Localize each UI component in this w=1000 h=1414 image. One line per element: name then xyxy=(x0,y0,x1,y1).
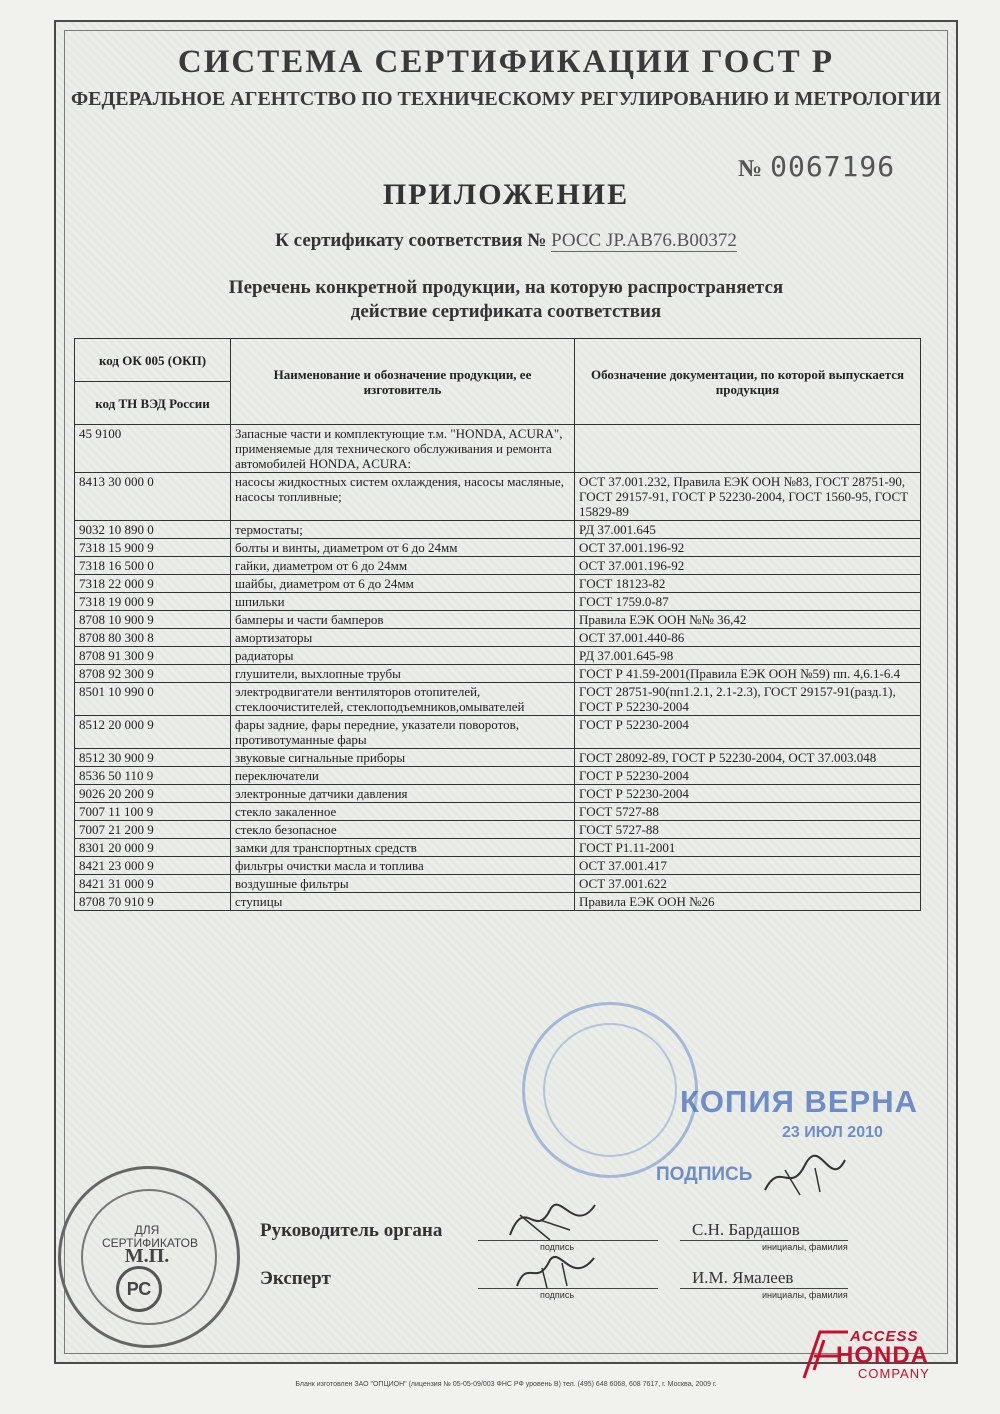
table-row xyxy=(75,557,921,575)
access-honda-logo xyxy=(800,1328,950,1388)
row-doc: ОСТ 37.001.622 xyxy=(575,875,921,893)
row-product: радиаторы xyxy=(231,647,575,665)
row-code: 8421 31 000 9 xyxy=(75,875,231,893)
head-label: Руководитель органа xyxy=(260,1220,443,1241)
row-code: 8708 70 910 9 xyxy=(75,893,231,911)
logo-line-3: COMPANY xyxy=(858,1366,930,1381)
row-doc: Правила ЕЭК ООН №№ 36,42 xyxy=(575,611,921,629)
table-row xyxy=(75,821,921,839)
row-doc: ГОСТ 28092-89, ГОСТ Р 52230-2004, ОСТ 37.003.048 xyxy=(575,749,921,767)
row-doc: ГОСТ 5727-88 xyxy=(575,803,921,821)
row-code: 45 9100 xyxy=(75,425,231,473)
row-product: болты и винты, диаметром от 6 до 24мм xyxy=(231,539,575,557)
agency-header: ФЕДЕРАЛЬНОЕ АГЕНТСТВО ПО ТЕХНИЧЕСКОМУ РЕГУЛИРОВАНИЮ И МЕТРОЛОГИИ xyxy=(71,88,941,110)
row-code: 7318 19 000 9 xyxy=(75,593,231,611)
row-doc: ГОСТ Р 41.59-2001(Правила ЕЭК ООН №59) пп. 4,6.1-6.4 xyxy=(575,665,921,683)
row-doc: Правила ЕЭК ООН №26 xyxy=(575,893,921,911)
row-doc: ГОСТ 18123-82 xyxy=(575,575,921,593)
certificate-reference xyxy=(54,230,958,252)
row-code: 8413 30 000 0 xyxy=(75,473,231,521)
stamp-mp: М.П. xyxy=(124,1245,170,1267)
row-product: электронные датчики давления xyxy=(231,785,575,803)
subtitle xyxy=(54,276,958,324)
expert-name-line xyxy=(680,1288,848,1289)
row-code: 7318 22 000 9 xyxy=(75,575,231,593)
table-row xyxy=(75,647,921,665)
row-doc: ОСТ 37.001.232, Правила ЕЭК ООН №83, ГОСТ 28751-90, ГОСТ 29157-91, ГОСТ Р 52230-2004, ГОСТ 1560-95, ГОСТ 15829-89 xyxy=(575,473,921,521)
table-row xyxy=(75,575,921,593)
row-doc: ГОСТ Р 52230-2004 xyxy=(575,716,921,749)
row-product: гайки, диаметром от 6 до 24мм xyxy=(231,557,575,575)
row-code: 8512 20 000 9 xyxy=(75,716,231,749)
row-doc: РД 37.001.645-98 xyxy=(575,647,921,665)
table-row xyxy=(75,539,921,557)
logo-line-2: HONDA xyxy=(836,1342,929,1369)
cert-number: РОСС JP.АВ76.В00372 xyxy=(551,230,737,251)
head-signature-icon xyxy=(500,1190,610,1245)
head-sig-caption: подпись xyxy=(540,1242,575,1252)
system-header: СИСТЕМА СЕРТИФИКАЦИИ ГОСТ Р xyxy=(177,44,835,80)
subtitle-line-2: действие сертификата соответствия xyxy=(350,301,662,322)
expert-sig-caption: подпись xyxy=(540,1290,575,1300)
number-value: 0067196 xyxy=(770,150,896,183)
row-code: 8501 10 990 0 xyxy=(75,683,231,716)
row-code: 8536 50 110 9 xyxy=(75,767,231,785)
row-product: электродвигатели вентиляторов отопителей, стеклоочистителей, стеклоподъемников,омывателей xyxy=(231,683,575,716)
table-row xyxy=(75,425,921,473)
stamp-signature-icon xyxy=(760,1150,850,1200)
table-row xyxy=(75,593,921,611)
cert-label: К сертификату соответствия № xyxy=(275,230,547,251)
table-row xyxy=(75,875,921,893)
row-code: 8512 30 900 9 xyxy=(75,749,231,767)
table-row xyxy=(75,611,921,629)
row-doc xyxy=(575,425,921,473)
copy-true-stamp: КОПИЯ ВЕРНА xyxy=(680,1084,919,1119)
table-row xyxy=(75,857,921,875)
expert-name-caption: инициалы, фамилия xyxy=(762,1290,848,1300)
rst-logo-icon: РС xyxy=(116,1266,162,1312)
row-product: воздушные фильтры xyxy=(231,875,575,893)
row-code: 8708 91 300 9 xyxy=(75,647,231,665)
number-label: № xyxy=(738,156,763,182)
table-row xyxy=(75,665,921,683)
row-code: 8708 10 900 9 xyxy=(75,611,231,629)
expert-label: Эксперт xyxy=(260,1268,331,1289)
row-doc: ГОСТ Р 52230-2004 xyxy=(575,767,921,785)
row-doc: ОСТ 37.001.196-92 xyxy=(575,557,921,575)
product-table xyxy=(74,338,921,911)
row-doc: ГОСТ 5727-88 xyxy=(575,821,921,839)
row-product: термостаты; xyxy=(231,521,575,539)
row-code: 7007 11 100 9 xyxy=(75,803,231,821)
subtitle-line-1: Перечень конкретной продукции, на которую распространяется xyxy=(228,277,784,298)
table-row xyxy=(75,749,921,767)
table-row xyxy=(75,521,921,539)
row-product: фары задние, фары передние, указатели поворотов, противотуманные фары xyxy=(231,716,575,749)
row-doc: ГОСТ Р 52230-2004 xyxy=(575,785,921,803)
table-row xyxy=(75,767,921,785)
footer-print-info: Бланк изготовлен ЗАО "ОПЦИОН" (лицензия № 05-05-09/003 ФНС РФ уровень В) тел. (495) 648 6068, 608 7617, г. Москва, 2009 г. xyxy=(295,1381,717,1388)
table-row xyxy=(75,839,921,857)
row-doc: ГОСТ 28751-90(пп1.2.1, 2.1-2.3), ГОСТ 29157-91(разд.1), ГОСТ Р 52230-2004 xyxy=(575,683,921,716)
row-product: бамперы и части бамперов xyxy=(231,611,575,629)
row-product: фильтры очистки масла и топлива xyxy=(231,857,575,875)
stamp-signature-label: ПОДПИСЬ xyxy=(656,1164,753,1185)
row-code: 8421 23 000 9 xyxy=(75,857,231,875)
header-tnved: код ТН ВЭД России xyxy=(75,382,231,425)
row-code: 8708 92 300 9 xyxy=(75,665,231,683)
row-code: 8301 20 000 9 xyxy=(75,839,231,857)
row-code: 7007 21 200 9 xyxy=(75,821,231,839)
row-doc: ОСТ 37.001.417 xyxy=(575,857,921,875)
row-code: 9026 20 200 9 xyxy=(75,785,231,803)
table-row xyxy=(75,716,921,749)
row-product: глушители, выхлопные трубы xyxy=(231,665,575,683)
header-product: Наименование и обозначение продукции, ее изготовитель xyxy=(231,339,575,425)
document-title: ПРИЛОЖЕНИЕ xyxy=(382,178,630,211)
expert-signature-icon xyxy=(512,1248,602,1293)
organ-stamp-right xyxy=(522,1002,698,1178)
row-doc: ГОСТ Р1.11-2001 xyxy=(575,839,921,857)
table-row xyxy=(75,893,921,911)
row-code: 7318 16 500 0 xyxy=(75,557,231,575)
head-name: С.Н. Бардашов xyxy=(692,1220,800,1239)
table-row xyxy=(75,629,921,647)
row-doc: ГОСТ 1759.0-87 xyxy=(575,593,921,611)
row-product: звуковые сигнальные приборы xyxy=(231,749,575,767)
row-product: замки для транспортных средств xyxy=(231,839,575,857)
row-doc: ОСТ 37.001.440-86 xyxy=(575,629,921,647)
row-code: 9032 10 890 0 xyxy=(75,521,231,539)
expert-name: И.М. Ямалеев xyxy=(692,1268,794,1287)
table-row xyxy=(75,473,921,521)
row-product: стекло безопасное xyxy=(231,821,575,839)
stamp-date: 23 ИЮЛ 2010 xyxy=(782,1124,883,1141)
header-docs: Обозначение документации, по которой выпускается продукция xyxy=(575,339,921,425)
header-okp: код ОК 005 (ОКП) xyxy=(75,339,231,382)
row-product: переключатели xyxy=(231,767,575,785)
stamp-certificates: СЕРТИФИКАТОВ xyxy=(102,1236,199,1250)
row-product: ступицы xyxy=(231,893,575,911)
row-product: шпильки xyxy=(231,593,575,611)
stamp-for: ДЛЯ xyxy=(134,1223,160,1237)
logo-line-1: ACCESS xyxy=(850,1328,919,1345)
stamp-left-text xyxy=(102,1223,199,1267)
row-product: шайбы, диаметром от 6 до 24мм xyxy=(231,575,575,593)
row-product: амортизаторы xyxy=(231,629,575,647)
row-product: Запасные части и комплектующие т.м. "HONDA, ACURA", применяемые для технического обслуживания и ремонта автомобилей HONDA, ACURA: xyxy=(231,425,575,473)
row-product: стекло закаленное xyxy=(231,803,575,821)
table-row xyxy=(75,803,921,821)
table-row xyxy=(75,785,921,803)
row-code: 8708 80 300 8 xyxy=(75,629,231,647)
row-code: 7318 15 900 9 xyxy=(75,539,231,557)
head-name-line xyxy=(680,1240,848,1241)
table-row xyxy=(75,683,921,716)
row-product: насосы жидкостных систем охлаждения, насосы масляные, насосы топливные; xyxy=(231,473,575,521)
row-doc: РД 37.001.645 xyxy=(575,521,921,539)
head-name-caption: инициалы, фамилия xyxy=(762,1242,848,1252)
row-doc: ОСТ 37.001.196-92 xyxy=(575,539,921,557)
